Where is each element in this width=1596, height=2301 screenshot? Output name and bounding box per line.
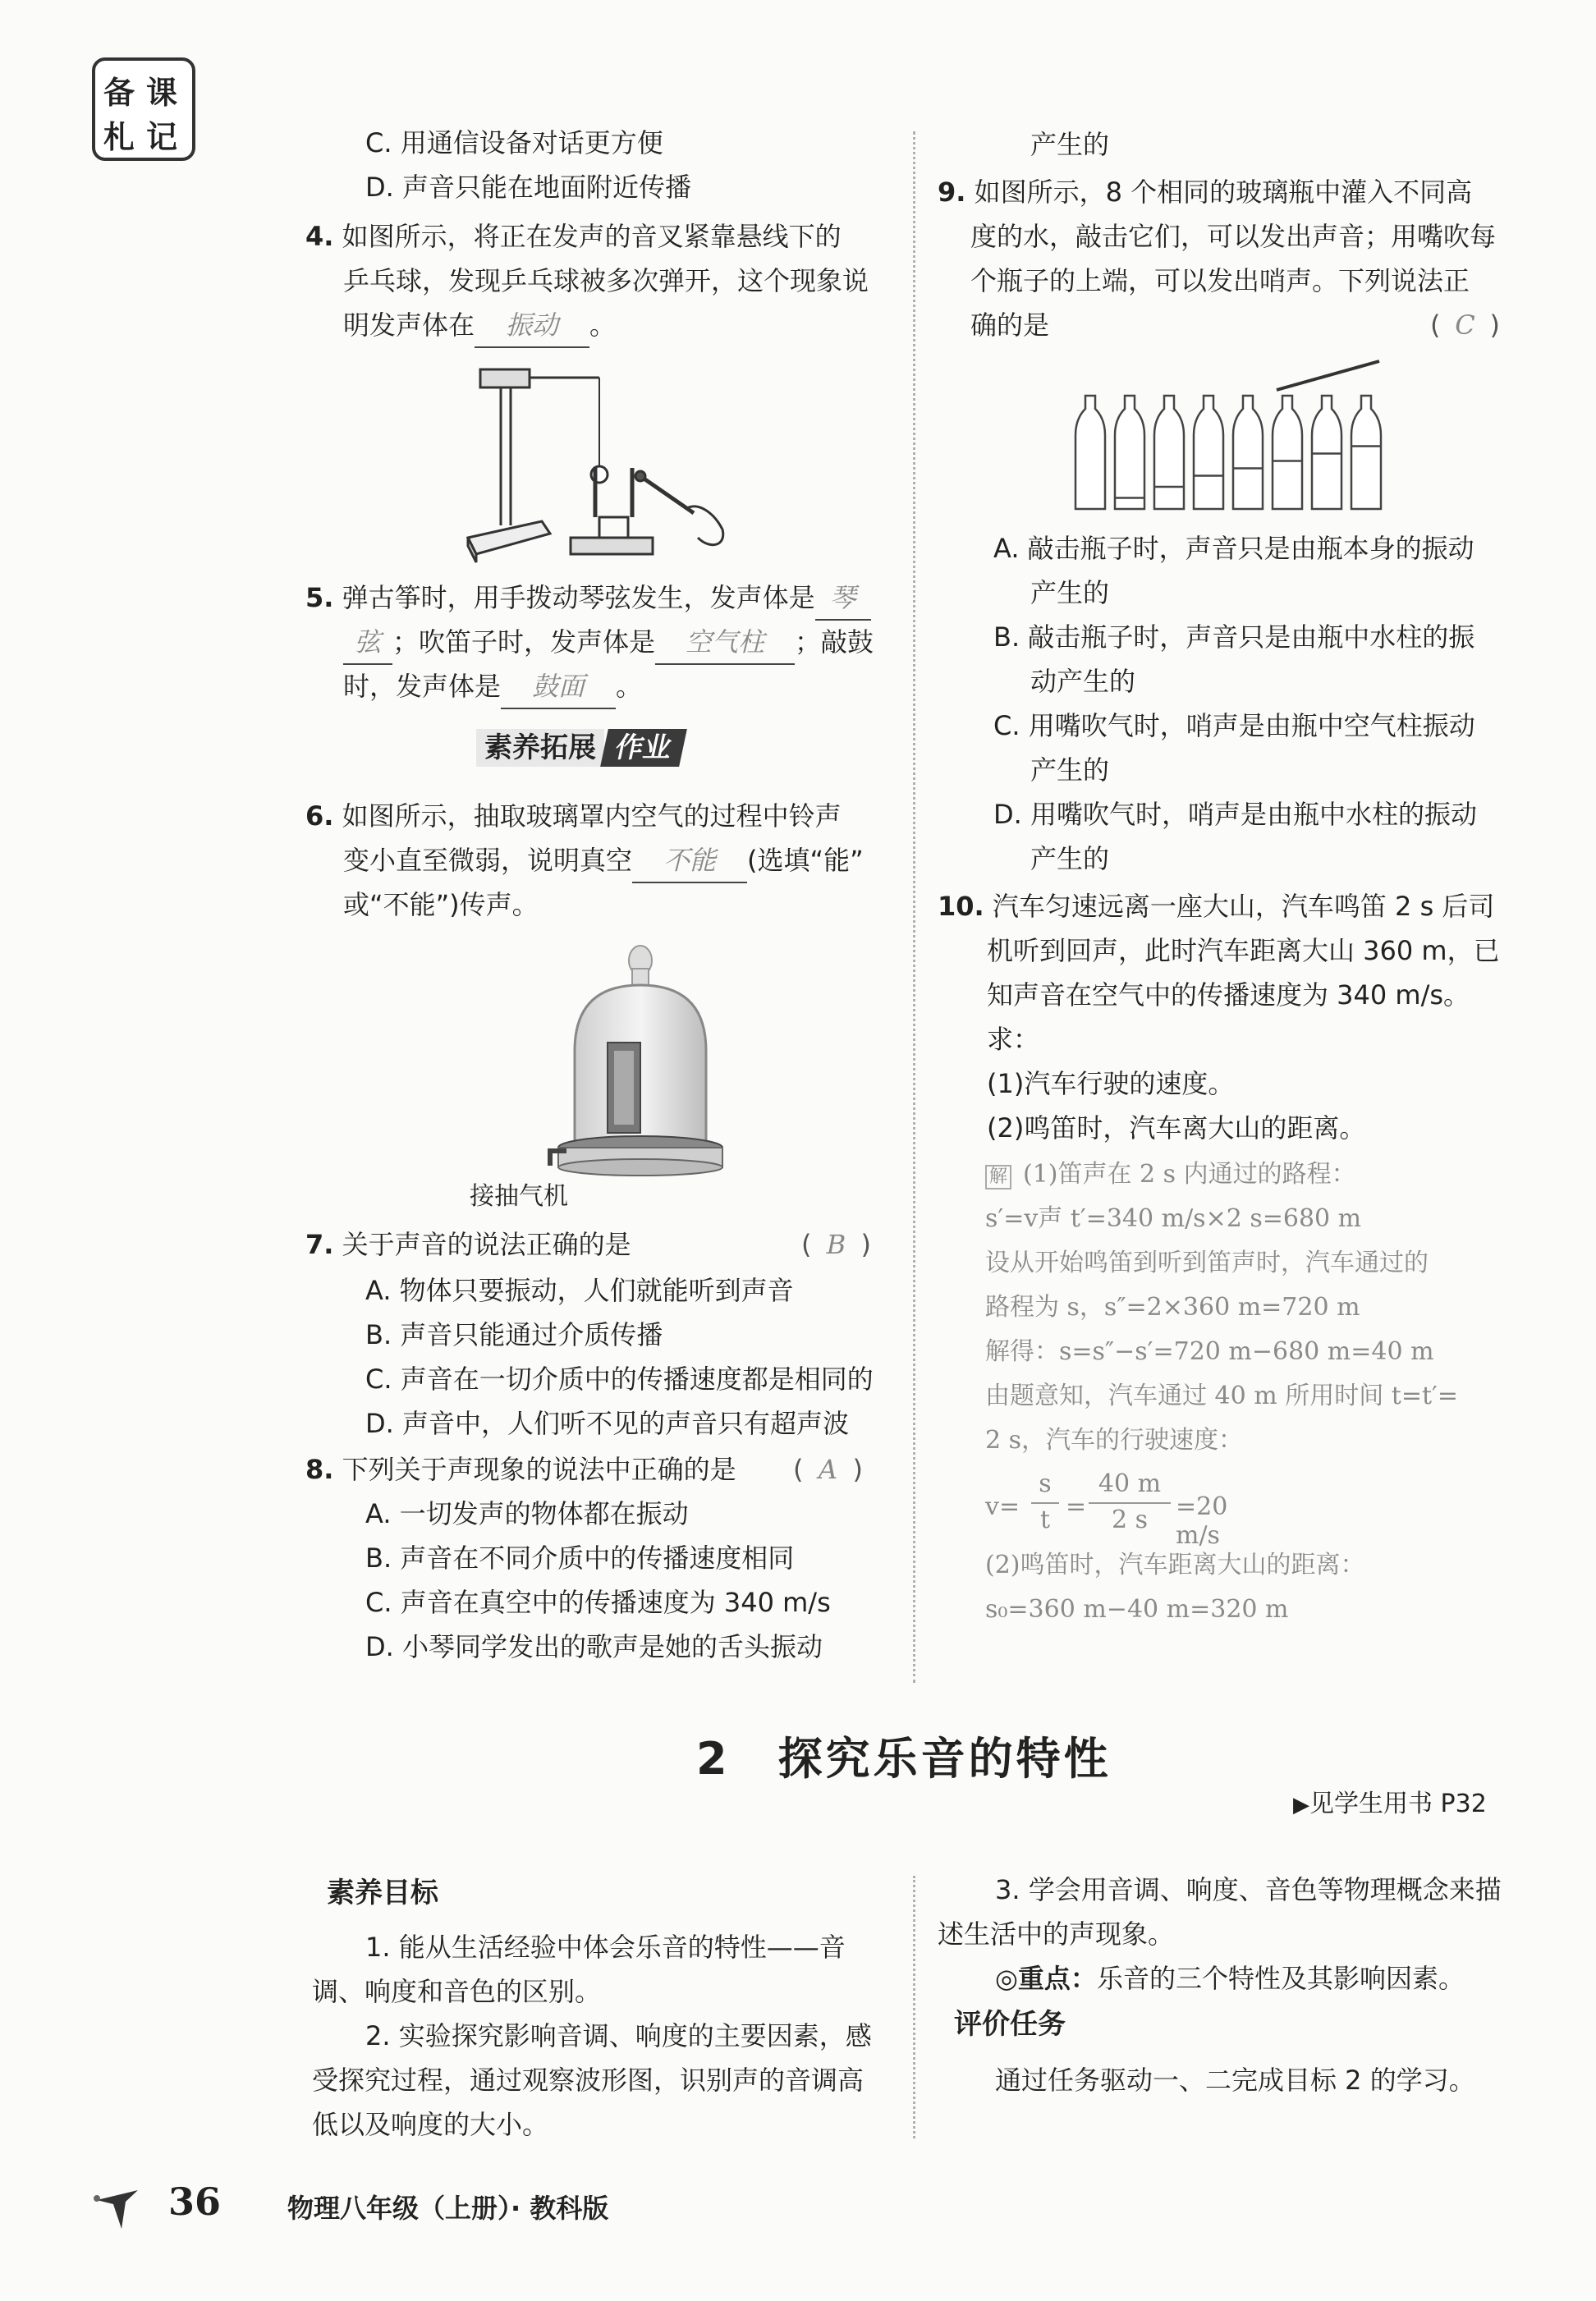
q8-number: 8. xyxy=(305,1454,334,1485)
solution-label: 解 xyxy=(985,1165,1011,1189)
q9-number: 9. xyxy=(938,176,966,208)
q4-line-3 xyxy=(343,304,616,348)
q3-option-c: C. 用通信设备对话更方便 xyxy=(365,127,663,158)
goal-1-a: 1. 能从生活经验中体会乐音的特性——音 xyxy=(365,1932,846,1963)
q9-text-4: 确的是 xyxy=(970,309,1050,341)
bottles-figure xyxy=(1067,353,1396,517)
stamp-char-1: 备 xyxy=(103,74,135,111)
q5-text-2-end: ；敲鼓 xyxy=(795,626,874,658)
goal-1-b: 调、响度和音色的区别。 xyxy=(312,1976,602,2007)
solution-line-8: (2)鸣笛时，汽车距离大山的距离： xyxy=(985,1551,1365,1579)
q5-text-3-end: 。 xyxy=(616,671,643,702)
q3-option-d: D. 声音只能在地面附近传播 xyxy=(365,172,691,203)
badge-right: 作业 xyxy=(600,729,687,767)
goal-2-a: 2. 实验探究影响音调、响度的主要因素，感 xyxy=(365,2020,872,2051)
student-book-ref-text: 见学生用书 P32 xyxy=(1309,1790,1487,1818)
q10-text-5: (1)汽车行驶的速度。 xyxy=(987,1068,1235,1099)
bottle xyxy=(1115,396,1144,509)
section-title: 2 探究乐音的特性 xyxy=(696,1733,1112,1785)
q6-text-3: 或“不能”)传声。 xyxy=(343,889,539,920)
q5-text-2: ；吹笛子时，发声体是 xyxy=(392,626,656,658)
q9-line-1 xyxy=(938,171,1472,213)
q8-option-c: C. 声音在真空中的传播速度为 340 m/s xyxy=(365,1587,831,1618)
solution-line-7: 2 s，汽车的行驶速度： xyxy=(985,1426,1244,1455)
goal-2-b: 受探究过程，通过观察波形图，识别声的音调高 xyxy=(312,2065,864,2096)
solution-line-6: 由题意知，汽车通过 40 m 所用时间 t=t′= xyxy=(985,1382,1458,1410)
q9-text-3: 个瓶子的上端，可以发出哨声。下列说法正 xyxy=(970,265,1470,296)
formula-eq: = xyxy=(1066,1492,1087,1521)
q4-number: 4. xyxy=(305,221,334,252)
q8-option-a: A. 一切发声的物体都在振动 xyxy=(365,1498,689,1529)
q7-stem: 关于声音的说法正确的是 xyxy=(342,1229,631,1260)
q9-option-a-2: 产生的 xyxy=(1030,577,1110,608)
badge-left: 素养拓展 xyxy=(476,729,604,767)
q4-text-3-end: 。 xyxy=(589,309,617,341)
student-book-ref xyxy=(1293,1783,1487,1819)
formula-d1: t xyxy=(1039,1506,1051,1534)
bottle xyxy=(1312,396,1341,509)
q10-number: 10. xyxy=(938,891,984,922)
q7-stem-line xyxy=(305,1223,631,1266)
q9-option-a-1: A. 敲击瓶子时，声音只是由瓶本身的振动 xyxy=(993,533,1474,564)
q10-text-1: 汽车匀速远离一座大山，汽车鸣笛 2 s 后司 xyxy=(992,891,1495,922)
q9-answer-bracket: ( C ) xyxy=(1430,304,1500,346)
q10-text-2: 机听到回声，此时汽车距离大山 360 m，已 xyxy=(987,935,1500,966)
section-divider xyxy=(913,1876,915,2138)
bottle xyxy=(1075,396,1105,509)
solution-line-2: s′=v声 t′=340 m/s×2 s=680 m xyxy=(985,1204,1362,1233)
solution-line-3: 设从开始鸣笛到听到笛声时，汽车通过的 xyxy=(985,1249,1429,1277)
goal-3-a: 3. 学会用音调、响度、音色等物理概念来描 xyxy=(995,1874,1502,1905)
formula-lhs: v= xyxy=(985,1492,1020,1521)
eval-heading: 评价任务 xyxy=(954,2008,1066,2041)
q8-option-b: B. 声音在不同介质中的传播速度相同 xyxy=(365,1542,795,1574)
q9-option-c-1: C. 用嘴吹气时，哨声是由瓶中空气柱振动 xyxy=(993,710,1475,741)
solution-line-1 xyxy=(985,1153,1356,1197)
stamp-char-4: 记 xyxy=(146,118,178,155)
q8-answer-bracket: ( A ) xyxy=(793,1448,863,1491)
q9-answer: C xyxy=(1455,309,1475,341)
q4-text-1: 如图所示，将正在发声的音叉紧靠悬线下的 xyxy=(342,221,842,252)
bell-jar-caption: 接抽气机 xyxy=(470,1182,568,1211)
bottle xyxy=(1351,396,1381,509)
eval-text: 通过任务驱动一、二完成目标 2 的学习。 xyxy=(995,2065,1475,2096)
q9-option-b-1: B. 敲击瓶子时，声音只是由瓶中水柱的振 xyxy=(993,621,1475,653)
solution-text-1: (1)笛声在 2 s 内通过的路程： xyxy=(1023,1160,1356,1189)
q4-text-2: 乒乓球，发现乒乓球被多次弹开，这个现象说 xyxy=(343,265,869,296)
q9-option-c-2: 产生的 xyxy=(1030,754,1110,786)
q5-answer-1b: 弦 xyxy=(343,621,392,665)
q8-answer: A xyxy=(818,1454,838,1485)
goal-2-c: 低以及响度的大小。 xyxy=(312,2109,549,2140)
solution-line-4: 路程为 s，s″=2×360 m=720 m xyxy=(985,1293,1360,1322)
book-title: 物理八年级（上册）· 教科版 xyxy=(287,2193,609,2224)
q9-option-d-2: 产生的 xyxy=(1030,843,1110,874)
solution-line-5: 解得：s=s″−s′=720 m−680 m=40 m xyxy=(985,1337,1434,1366)
key-point-text: 乐音的三个特性及其影响因素。 xyxy=(1096,1963,1465,1994)
q10-text-3: 知声音在空气中的传播速度为 340 m/s。 xyxy=(987,979,1470,1011)
goal-3-b: 述生活中的声现象。 xyxy=(938,1918,1175,1950)
q9-option-d-1: D. 用嘴吹气时，哨声是由瓶中水柱的振动 xyxy=(993,799,1477,830)
formula-d2: 2 s xyxy=(1111,1506,1149,1534)
q5-text-3: 时，发声体是 xyxy=(343,671,502,702)
q7-option-a: A. 物体只要振动，人们就能听到声音 xyxy=(365,1275,794,1306)
bottle xyxy=(1194,396,1223,509)
q5-answer-3: 鼓面 xyxy=(501,665,616,709)
solution-line-9: s₀=360 m−40 m=320 m xyxy=(985,1595,1289,1624)
q8-tail: 产生的 xyxy=(1030,129,1110,160)
q8-stem: 下列关于声现象的说法中正确的是 xyxy=(342,1454,736,1485)
q5-line-3 xyxy=(343,665,642,709)
q6-number: 6. xyxy=(305,800,334,832)
bottle xyxy=(1233,396,1263,509)
q6-answer: 不能 xyxy=(632,839,747,883)
formula-rhs: =20 m/s xyxy=(1176,1492,1228,1550)
q5-answer-2: 空气柱 xyxy=(655,621,795,665)
q7-answer: B xyxy=(826,1229,846,1260)
formula-n1: s xyxy=(1039,1469,1052,1498)
q6-line-1 xyxy=(305,795,842,837)
play-arrow-icon: ▶ xyxy=(1293,1793,1309,1817)
q10-line-1 xyxy=(938,885,1494,928)
tuning-fork-figure xyxy=(452,353,739,575)
q5-line-2 xyxy=(343,621,874,665)
key-point-label: ◎重点： xyxy=(995,1963,1097,1994)
q5-text-1: 弹古筝时，用手拨动琴弦发生，发声体是 xyxy=(342,582,815,613)
q7-option-d: D. 声音中，人们听不见的声音只有超声波 xyxy=(365,1408,849,1439)
q9-option-b-2: 动产生的 xyxy=(1030,666,1136,697)
stamp-char-2: 课 xyxy=(146,74,178,111)
q5-line-1 xyxy=(305,576,871,621)
page-number: 36 xyxy=(168,2180,222,2224)
bell-jar-figure xyxy=(542,936,739,1182)
q8-option-d: D. 小琴同学发出的歌声是她的舌头振动 xyxy=(365,1631,823,1662)
q9-text-1: 如图所示，8 个相同的玻璃瓶中灌入不同高 xyxy=(974,176,1473,208)
column-divider xyxy=(913,131,915,1683)
bottle xyxy=(1273,396,1302,509)
q5-number: 5. xyxy=(305,582,334,613)
q7-option-b: B. 声音只能通过介质传播 xyxy=(365,1319,663,1350)
q9-text-2: 度的水，敲击它们，可以发出声音；用嘴吹每 xyxy=(970,221,1497,252)
q10-text-4: 求： xyxy=(987,1024,1040,1055)
q5-answer-1a: 琴 xyxy=(815,576,871,621)
section-badge xyxy=(476,729,683,767)
bottle xyxy=(1154,396,1184,509)
q6-text-2-end: (选填“能” xyxy=(747,845,864,876)
notes-stamp xyxy=(92,57,195,161)
key-point xyxy=(995,1957,1465,2000)
q6-text-1: 如图所示，抽取玻璃罩内空气的过程中铃声 xyxy=(342,800,842,832)
q7-option-c: C. 声音在一切介质中的传播速度都是相同的 xyxy=(365,1364,874,1395)
q4-line-1 xyxy=(305,215,842,258)
q8-stem-line xyxy=(305,1448,736,1491)
q6-text-2: 变小直至微弱，说明真空 xyxy=(343,845,633,876)
q4-text-3: 明发声体在 xyxy=(343,309,475,341)
q10-text-6: (2)鸣笛时，汽车离大山的距离。 xyxy=(987,1112,1366,1144)
q6-line-2 xyxy=(343,839,864,883)
q7-number: 7. xyxy=(305,1229,334,1260)
formula-n2: 40 m xyxy=(1098,1469,1162,1498)
q4-answer-blank: 振动 xyxy=(475,304,589,348)
goals-heading: 素养目标 xyxy=(327,1877,438,1909)
footer-ornament-icon xyxy=(89,2184,146,2233)
q7-answer-bracket: ( B ) xyxy=(801,1223,871,1266)
stamp-char-3: 札 xyxy=(103,118,135,155)
